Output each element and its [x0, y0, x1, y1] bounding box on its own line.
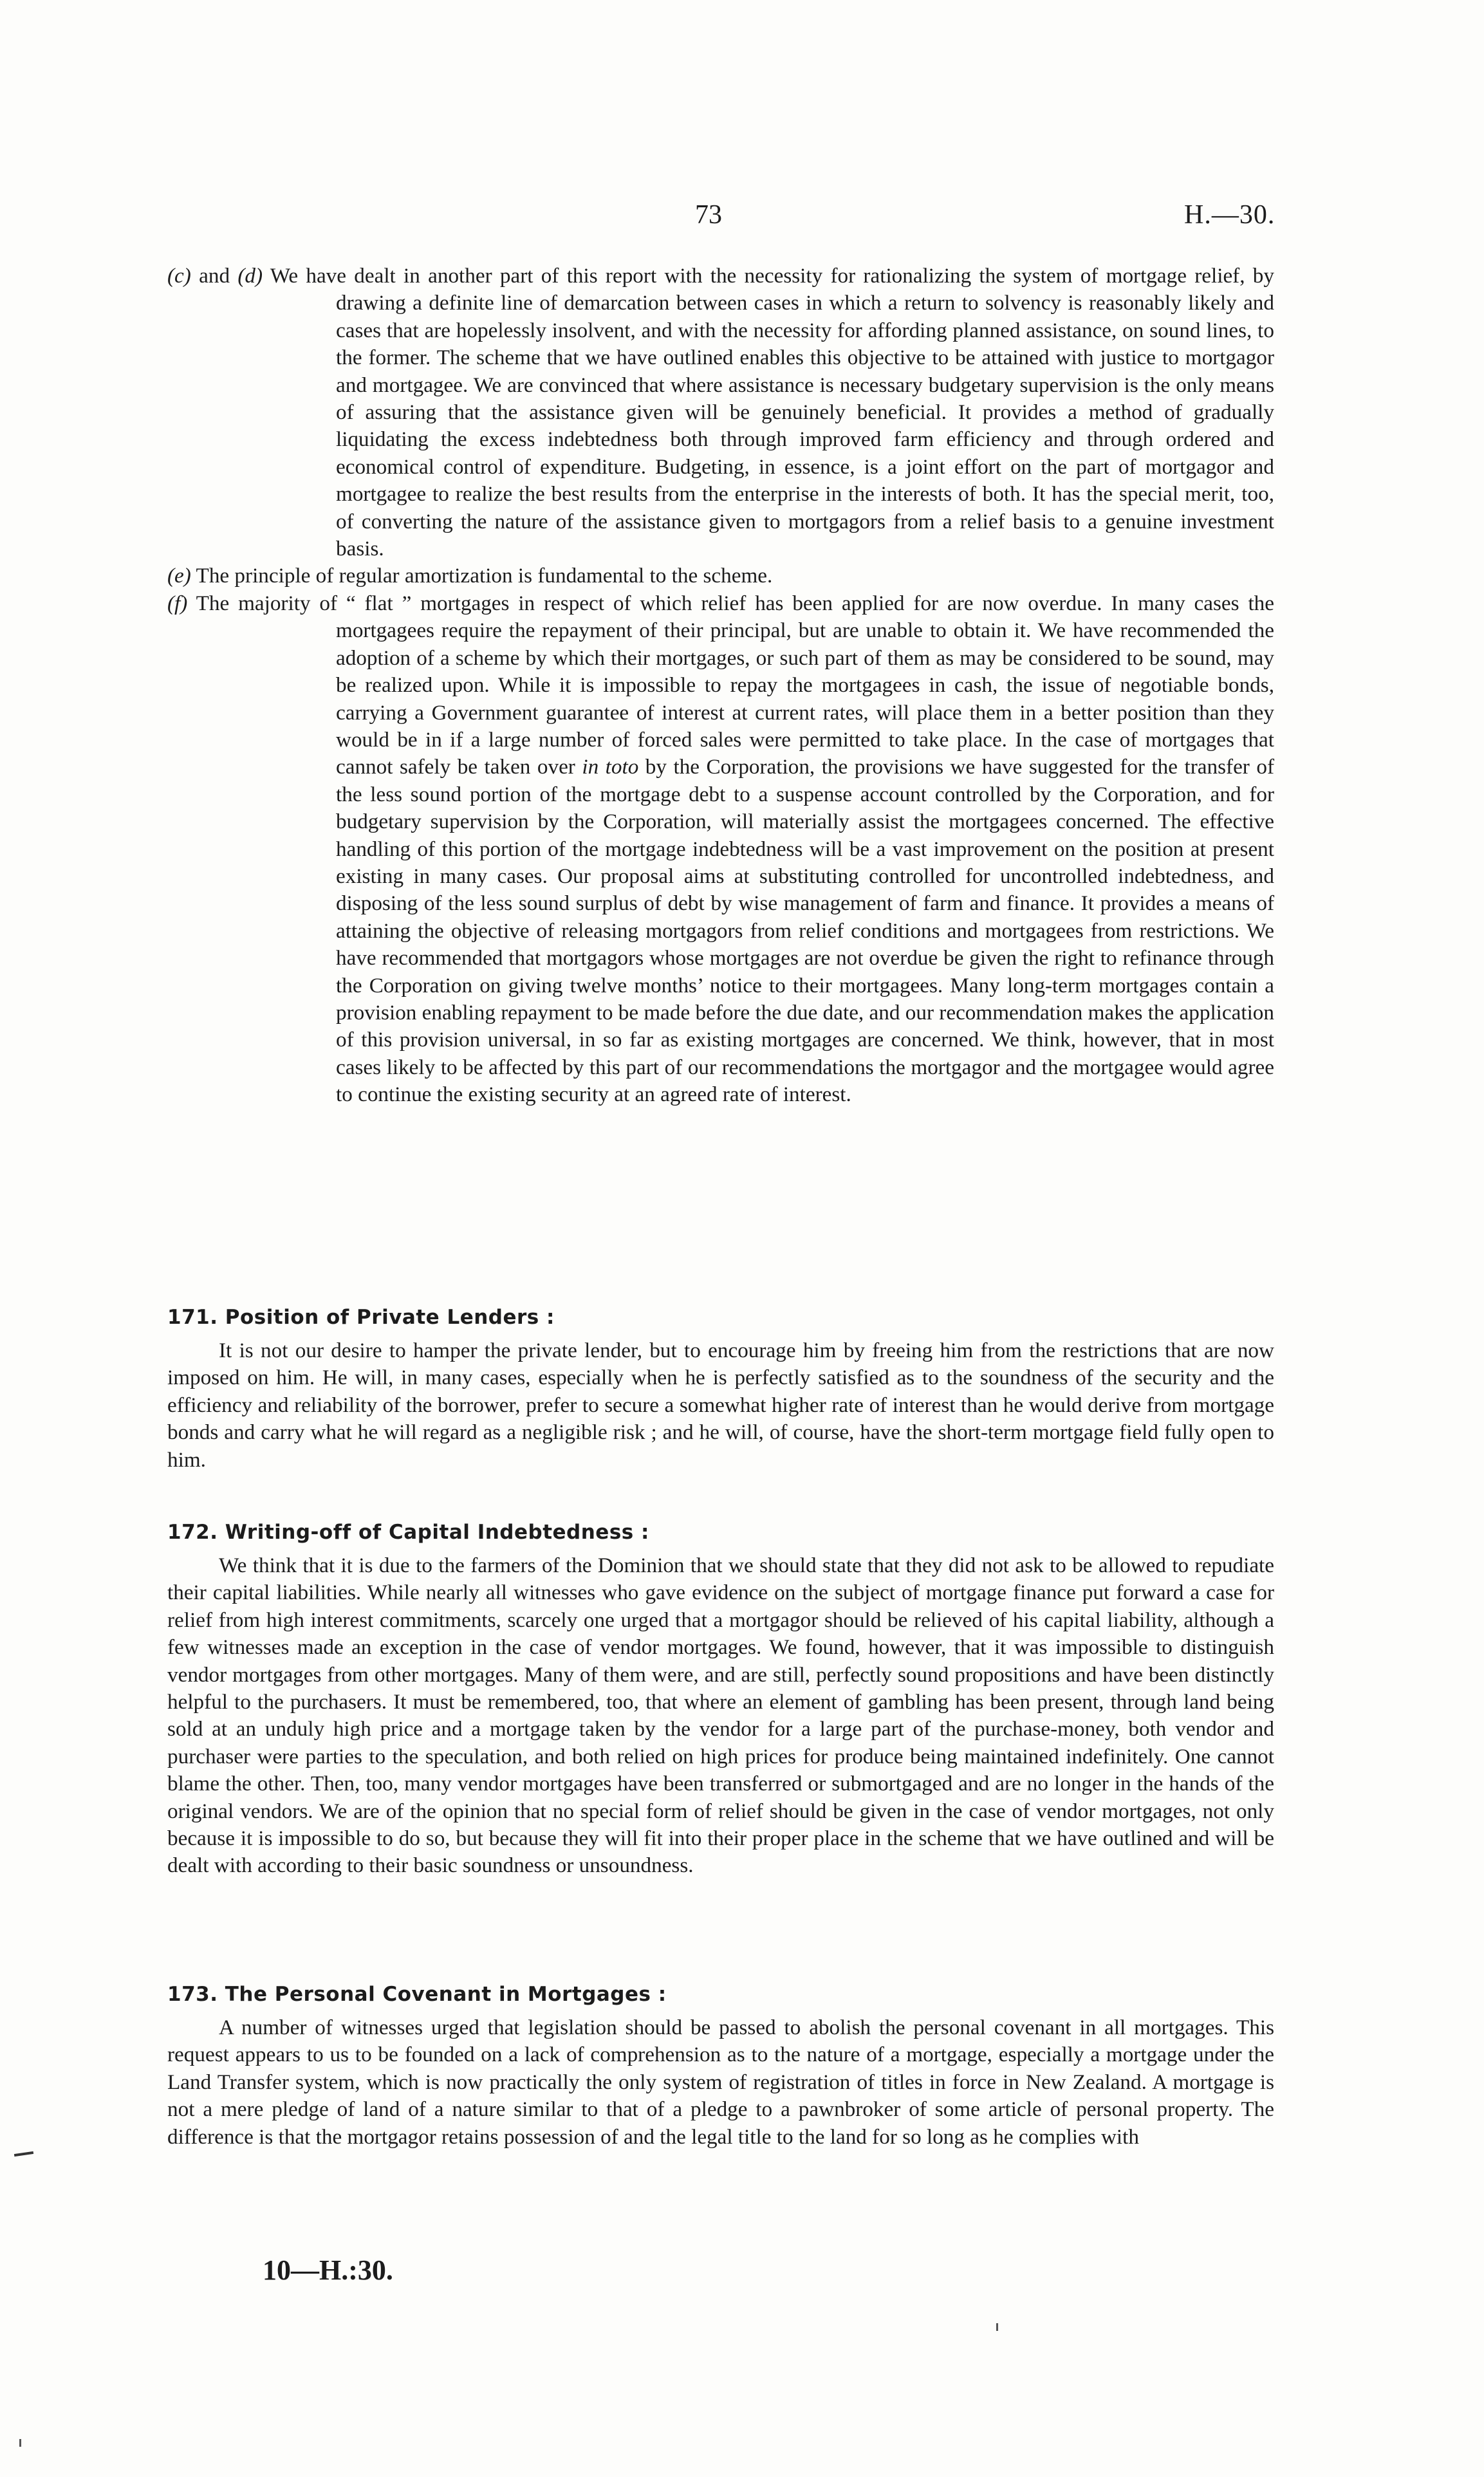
document-reference: H.—30.: [1184, 200, 1275, 230]
item-label: (c): [167, 264, 191, 288]
section-172: [167, 1519, 1274, 1880]
section-heading: 173. The Personal Covenant in Mortgages :: [167, 1983, 667, 2006]
section-paragraph: A number of witnesses urged that legislation should be passed to abolish the personal covenant in all mortgages. This request appears to us to be founded on a lack of comprehension as to the nature of a mortgage, especially a mortgage under the Land Transfer system, which is now practically the only system of registration of titles in force in New Zealand. A mortgage is not a mere pledge of land of a nature similar to that of a pledge to a pawnbroker of some article of personal property. The difference is that the mortgagor retains possession of and the legal title to the land for so long as he complies with: [167, 2016, 1274, 2149]
item-c-d: [167, 263, 1274, 562]
section-173: [167, 1981, 1274, 2151]
scan-speck: [19, 2439, 21, 2447]
item-text: The majority of “ flat ” mortgages in respect of which relief has been applied for are now overdue. In many cases the mortgagees require the repayment of their principal, but are unable to obtain it. We have recommended the adoption of a scheme by which their mortgages, or such part of them as may be considered to be sound, may be realized upon. While it is impossible to repay the mortgagees in cash, the issue of negotiable bonds, carrying a Government guarantee of interest at current rates, will place them in a better position than they would be in if a large number of forced sales were permitted to take place. In the case of mortgages that cannot safely be taken over: [187, 591, 1274, 779]
item-text: by the Corporation, the provisions we have suggested for the transfer of the less sound portion of the mortgage debt to a suspense account controlled by the Corporation, and for budgetary supervision by the Corporation, will materially assist the mortgagees concerned. The effective handling of this portion of the mortgage indebtedness will be a vast improvement on the position at present existing in many cases. Our proposal aims at substituting controlled for uncontrolled indebtedness, and disposing of the less sound surplus of debt by wise management of farm and finance. It provides a means of attaining the objective of releasing mortgagors from relief conditions and mortgagees from restrictions. We have recommended that mortgagors whose mortgages are not overdue be given the right to refinance through the Corporation on giving twelve months’ notice to their mortgagees. Many long-term mortgages contain a provision enabling repayment to be made before the due date, and our recommendation makes the application of this provision universal, in so far as existing mortgages are concerned. We think, however, that in most cases likely to be affected by this part of our recommendations the mortgagor and the mortgagee would agree to continue the existing security at an agreed rate of interest.: [336, 755, 1274, 1107]
item-text: We have dealt in another part of this report with the necessity for rationalizing the system of mortgage relief, by drawing a definite line of demarcation between cases in which a return to solvency is reasonably likely and cases that are hopelessly insolvent, and with the necessity for affording planned assistance, on sound lines, to the former. The scheme that we have outlined enables this objective to be attained with justice to mortgagor and mortgagee. We are convinced that where assistance is necessary budgetary supervision is the only means of assuring that the assistance given will be genuinely beneficial. It provides a method of gradually liquidating the excess indebtedness both through improved farm efficiency and through ordered and economical control of expenditure. Budgeting, in essence, is a joint effort on the part of mortgagor and mortgagee to realize the best results from the enterprise in the interests of both. It has the special merit, too, of converting the nature of the assistance given to mortgagors from a relief basis to a genuine investment basis.: [263, 264, 1274, 561]
section-paragraph: We think that it is due to the farmers of the Dominion that we should state that they did not ask to be allowed to repudiate their capital liabilities. While nearly all witnesses who gave evidence on the subject of mortgage finance put forward a case for relief from high interest commitments, scarcely one urged that a mortgagor should be relieved of his capital liability, although a few witnesses made an exception in the case of vendor mortgages. We found, however, that it was impossible to distinguish vendor mortgages from other mortgages. Many of them were, and are still, perfectly sound propositions and have been distinctly helpful to the purchasers. It must be remembered, too, that where an element of gambling has been present, through land being sold at an unduly high price and a mortgage taken by the vendor for a large part of the purchase-money, both vendor and purchaser were parties to the speculation, and both relied on high prices for produce being maintained indefinitely. One cannot blame the other. Then, too, many vendor mortgages have been transferred or submortgaged and are no longer in the hands of the original vendors. We are of the opinion that no special form of relief should be given in the case of vendor mortgages, not only because it is impossible to do so, but because they will fit into their proper place in the scheme that we have outlined and will be dealt with according to their basic soundness or unsoundness.: [167, 1554, 1274, 1878]
italic-phrase: in toto: [582, 755, 639, 779]
section-paragraph: It is not our desire to hamper the private lender, but to encourage him by freeing him from the restrictions that are now imposed on him. He will, in many cases, especially when he is perfectly satisfied as to the soundness of the security and the efficiency and reliability of the borrower, prefer to secure a somewhat higher rate of interest than he would derive from mortgage bonds and carry what he will regard as a negligible risk ; and he will, of course, have the short-term mortgage field fully open to him.: [167, 1339, 1274, 1472]
scan-speck: [996, 2323, 998, 2331]
section-heading: 172. Writing-off of Capital Indebtedness :: [167, 1521, 649, 1544]
item-f: [167, 590, 1274, 1109]
section-heading: 171. Position of Private Lenders :: [167, 1306, 555, 1329]
item-label: (f): [167, 591, 188, 615]
item-label: (e): [167, 564, 191, 588]
item-e: [167, 562, 1274, 589]
item-text: The principle of regular amortization is fundamental to the scheme.: [190, 564, 773, 588]
page-number: 73: [695, 200, 722, 230]
footer-signature: 10—H.:30.: [263, 2254, 393, 2286]
lettered-items: [167, 263, 1274, 1109]
margin-mark: [14, 2151, 33, 2157]
item-connector: and: [190, 264, 238, 288]
item-label: (d): [237, 264, 263, 288]
section-171: [167, 1304, 1274, 1474]
